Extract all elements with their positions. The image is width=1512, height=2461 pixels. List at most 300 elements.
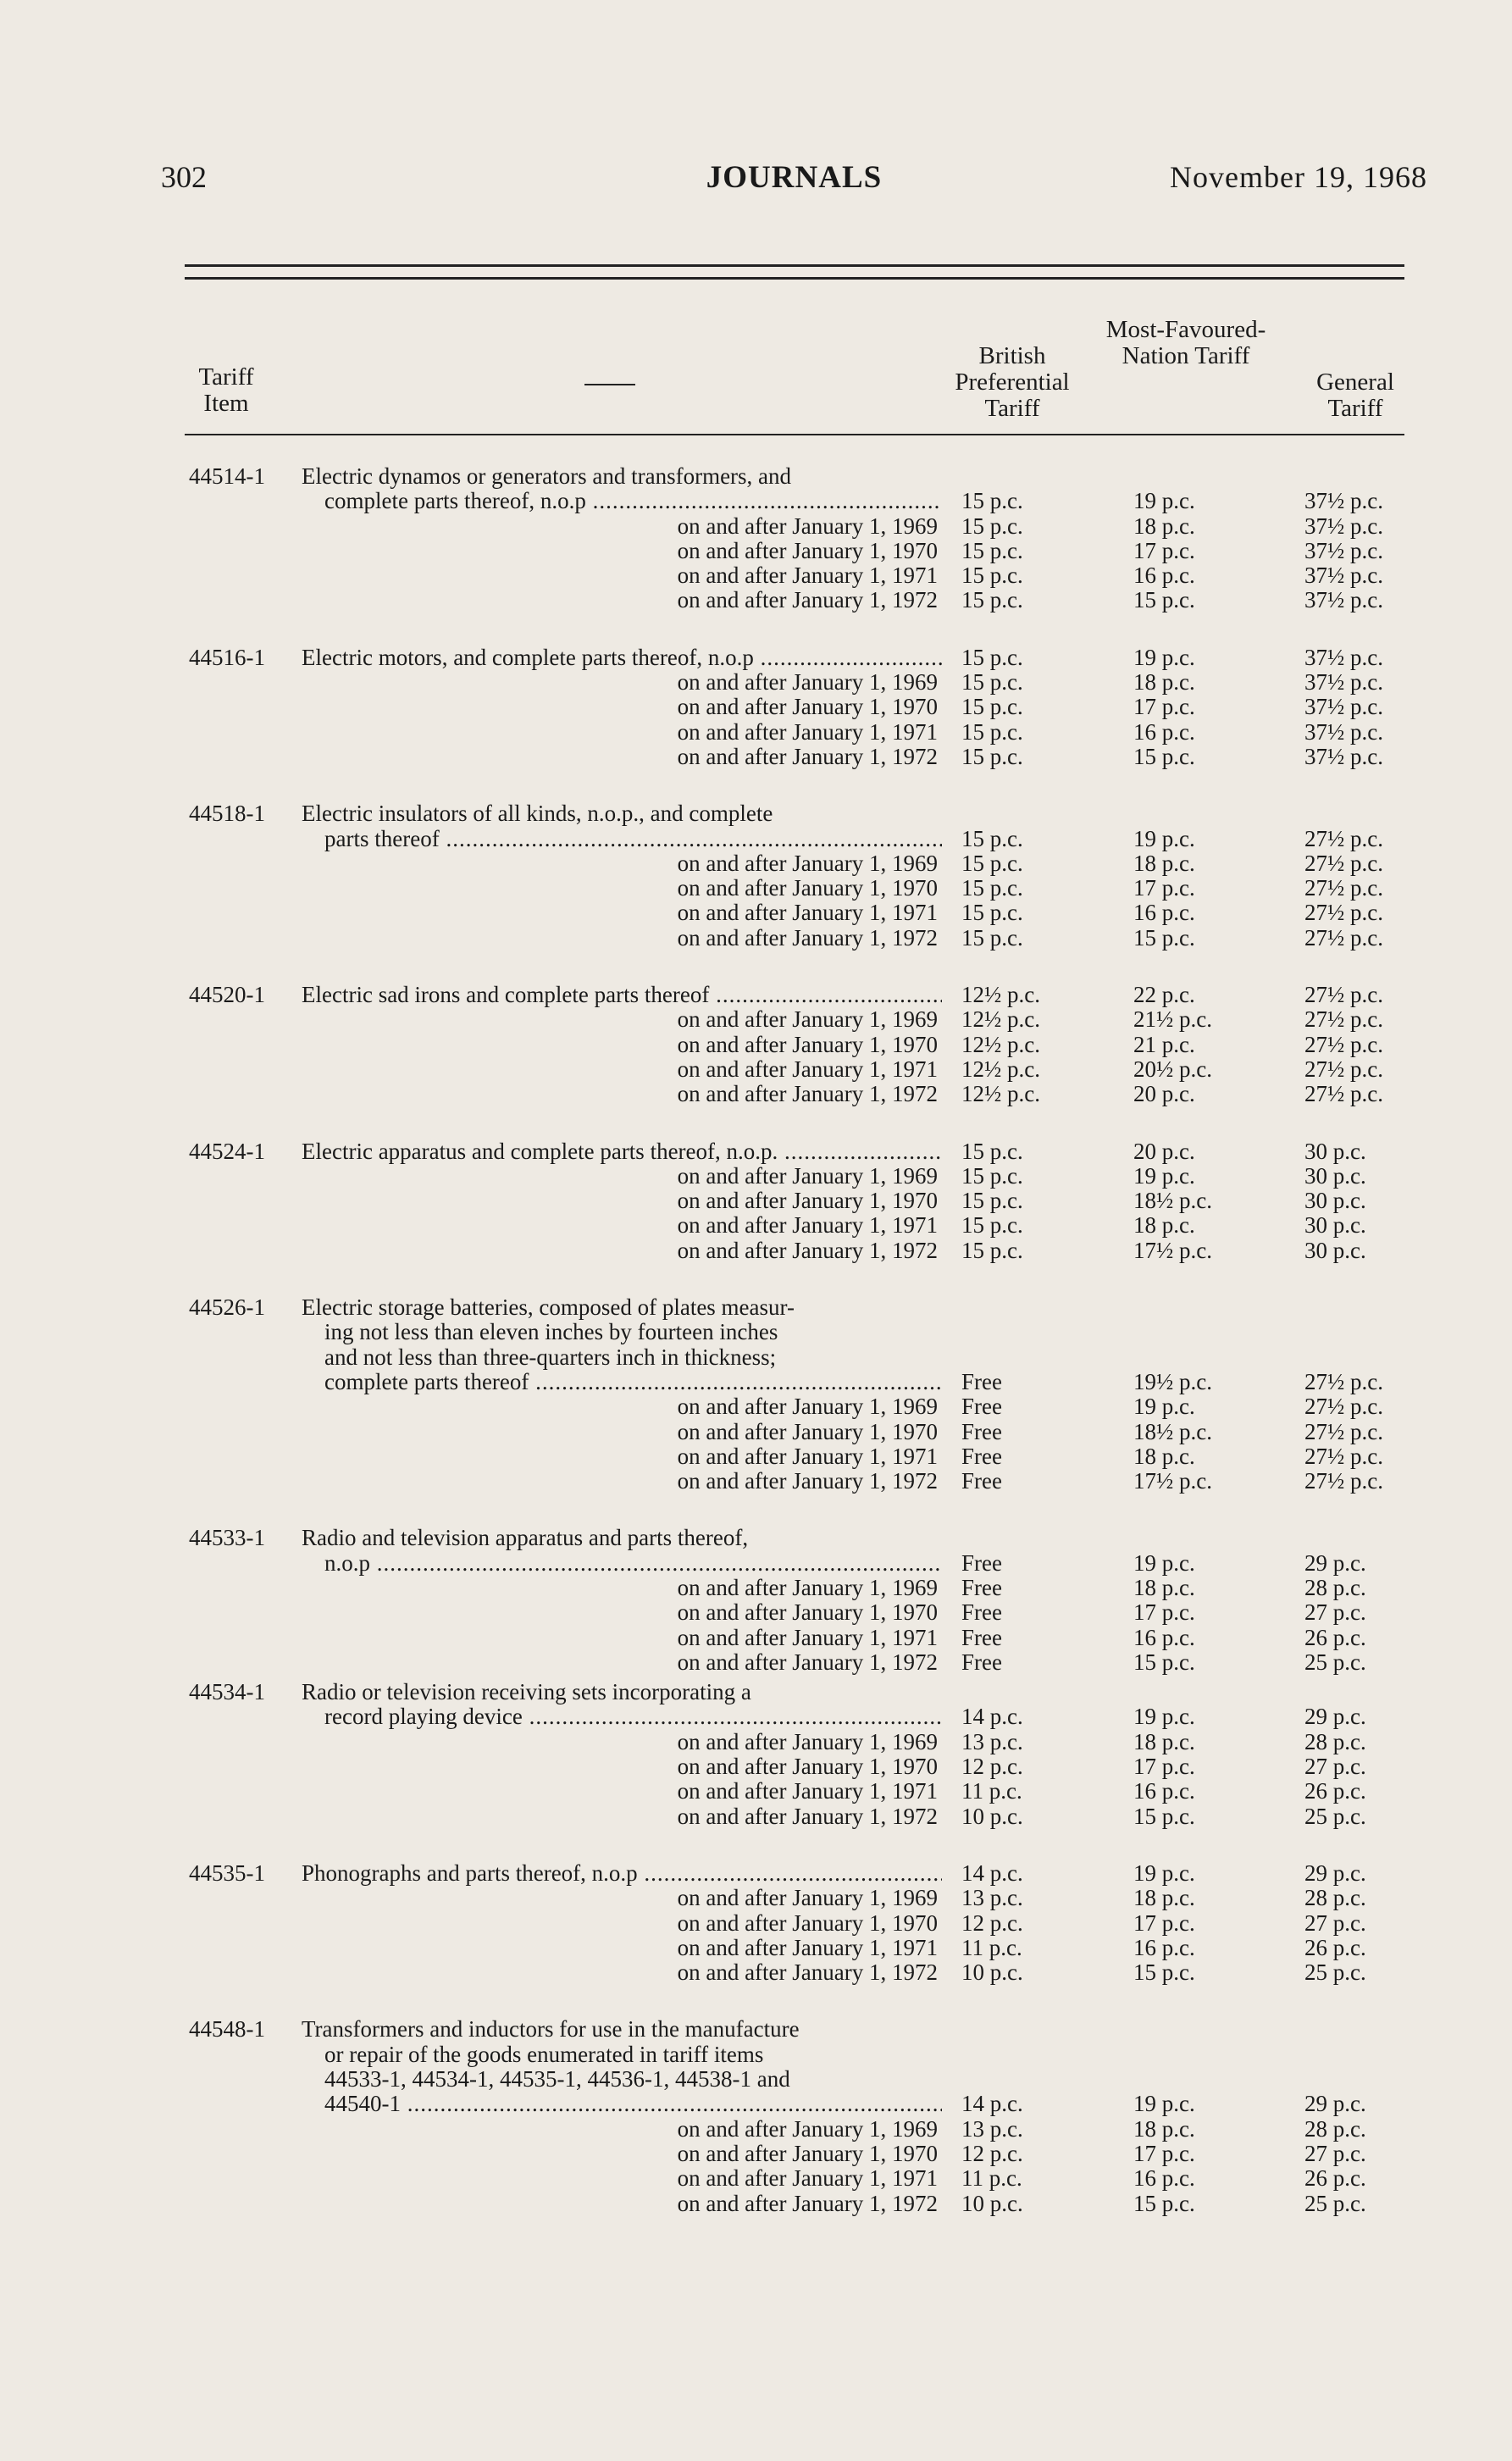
- rate-mfn: 18 p.c.: [1133, 1212, 1195, 1239]
- staged-rate-row: [0, 695, 1512, 719]
- rate-british: 12½ p.c.: [961, 1031, 1040, 1057]
- rate-general: 37½ p.c.: [1304, 488, 1383, 514]
- page-number: 302: [161, 160, 207, 194]
- rate-general: 30 p.c.: [1304, 1212, 1366, 1239]
- staged-rate-row: [0, 1082, 1512, 1106]
- rate-mfn: 17 p.c.: [1133, 694, 1195, 720]
- entry-lead-text: Phonographs and parts thereof, n.o.p .....: [302, 1861, 942, 1886]
- col-head-general: General Tariff: [1316, 369, 1394, 422]
- staged-rate-row: [0, 1936, 1512, 1960]
- entry-desc-row: [0, 1345, 1512, 1370]
- rate-general: 37½ p.c.: [1304, 743, 1383, 769]
- rate-british: 11 p.c.: [961, 1778, 1022, 1804]
- tariff-entry: [0, 801, 1512, 951]
- entry-lead-row: [0, 489, 1512, 513]
- rate-general: 28 p.c.: [1304, 2115, 1366, 2142]
- staged-rate-row: [0, 1057, 1512, 1082]
- entry-lead-text: complete parts thereof, n.o.p .....: [324, 489, 942, 513]
- tariff-code: 44534-1: [189, 1679, 265, 1705]
- tariff-code: 44526-1: [189, 1294, 265, 1321]
- rate-mfn: 17½ p.c.: [1133, 1237, 1212, 1263]
- effective-date: on and after January 1, 1969: [677, 2115, 938, 2142]
- effective-date: on and after January 1, 1971: [677, 1624, 938, 1650]
- rate-mfn: 16 p.c.: [1133, 1624, 1195, 1650]
- entry-desc-row: [0, 2043, 1512, 2067]
- rate-british: 15 p.c.: [961, 1212, 1023, 1239]
- rate-british: 15 p.c.: [961, 875, 1023, 901]
- rate-general: 26 p.c.: [1304, 1624, 1366, 1650]
- rate-mfn: 19 p.c.: [1133, 488, 1195, 514]
- entry-desc-row: [0, 1295, 1512, 1320]
- tariff-entry: [0, 983, 1512, 1106]
- rate-british: Free: [961, 1468, 1002, 1494]
- rate-general: 37½ p.c.: [1304, 513, 1383, 539]
- rate-mfn: 17 p.c.: [1133, 1754, 1195, 1780]
- rate-general: 27½ p.c.: [1304, 1006, 1383, 1033]
- rate-general: 27½ p.c.: [1304, 850, 1383, 876]
- effective-date: on and after January 1, 1972: [677, 2190, 938, 2216]
- rate-british: 10 p.c.: [961, 1959, 1023, 1986]
- entry-desc-row: [0, 2017, 1512, 2042]
- rate-mfn: 16 p.c.: [1133, 563, 1195, 589]
- staged-rate-row: [0, 1469, 1512, 1494]
- rate-british: Free: [961, 1418, 1002, 1444]
- rate-general: 27½ p.c.: [1304, 825, 1383, 851]
- rate-british: 14 p.c.: [961, 1860, 1023, 1886]
- rate-general: 25 p.c.: [1304, 1959, 1366, 1986]
- rate-british: Free: [961, 1549, 1002, 1576]
- staged-rate-row: [0, 588, 1512, 612]
- entry-lead-text: record playing device .....: [324, 1704, 942, 1729]
- rate-mfn: 18 p.c.: [1133, 1885, 1195, 1911]
- tariff-code: 44535-1: [189, 1860, 265, 1886]
- effective-date: on and after January 1, 1970: [677, 2140, 938, 2166]
- effective-date: on and after January 1, 1970: [677, 875, 938, 901]
- rate-british: 15 p.c.: [961, 825, 1023, 851]
- rate-general: 37½ p.c.: [1304, 669, 1383, 696]
- staged-rate-row: [0, 720, 1512, 745]
- rate-british: 12½ p.c.: [961, 1081, 1040, 1107]
- effective-date: on and after January 1, 1969: [677, 1885, 938, 1911]
- rate-general: 25 p.c.: [1304, 2190, 1366, 2216]
- effective-date: on and after January 1, 1969: [677, 1006, 938, 1033]
- rate-general: 30 p.c.: [1304, 1237, 1366, 1263]
- rate-general: 27½ p.c.: [1304, 1443, 1383, 1469]
- rate-mfn: 15 p.c.: [1133, 1803, 1195, 1829]
- rate-british: 15 p.c.: [961, 743, 1023, 769]
- rate-general: 27½ p.c.: [1304, 900, 1383, 926]
- rate-british: 15 p.c.: [961, 587, 1023, 613]
- entry-lead-row: [0, 1704, 1512, 1729]
- rate-british: 10 p.c.: [961, 1803, 1023, 1829]
- rate-mfn: 20 p.c.: [1133, 1081, 1195, 1107]
- effective-date: on and after January 1, 1972: [677, 1081, 938, 1107]
- rate-general: 27 p.c.: [1304, 1599, 1366, 1626]
- col-head-dash: [584, 384, 635, 385]
- tariff-entry: [0, 1680, 1512, 1829]
- rate-general: 26 p.c.: [1304, 1778, 1366, 1804]
- tariff-entry: [0, 1295, 1512, 1494]
- entry-lead-text: complete parts thereof .....: [324, 1370, 942, 1394]
- rate-british: 15 p.c.: [961, 488, 1023, 514]
- effective-date: on and after January 1, 1969: [677, 1574, 938, 1600]
- entry-description: Electric storage batteries, composed of plates measur-: [302, 1294, 795, 1321]
- entry-description: or repair of the goods enumerated in tariff items: [324, 2041, 764, 2067]
- rate-general: 27½ p.c.: [1304, 1418, 1383, 1444]
- tariff-code: 44514-1: [189, 463, 265, 489]
- entry-description: and not less than three-quarters inch in thickness;: [324, 1344, 777, 1370]
- rate-mfn: 18½ p.c.: [1133, 1418, 1212, 1444]
- rate-british: 14 p.c.: [961, 1704, 1023, 1730]
- rate-general: 37½ p.c.: [1304, 587, 1383, 613]
- rate-general: 27 p.c.: [1304, 1754, 1366, 1780]
- entry-description: 44533-1, 44534-1, 44535-1, 44536-1, 44538-1 and: [324, 2066, 790, 2092]
- staged-rate-row: [0, 1626, 1512, 1650]
- rate-british: Free: [961, 1394, 1002, 1420]
- staged-rate-row: [0, 1420, 1512, 1444]
- staged-rate-row: [0, 1189, 1512, 1213]
- effective-date: on and after January 1, 1972: [677, 743, 938, 769]
- staged-rate-row: [0, 1754, 1512, 1779]
- rate-general: 26 p.c.: [1304, 1934, 1366, 1960]
- rate-general: 28 p.c.: [1304, 1728, 1366, 1754]
- rate-british: 12½ p.c.: [961, 1056, 1040, 1082]
- staged-rate-row: [0, 1804, 1512, 1829]
- staged-rate-row: [0, 851, 1512, 876]
- rate-mfn: 18 p.c.: [1133, 669, 1195, 696]
- rate-british: 14 p.c.: [961, 2091, 1023, 2117]
- rate-british: 15 p.c.: [961, 644, 1023, 670]
- entry-lead-text: parts thereof .....: [324, 827, 942, 851]
- tariff-code: 44533-1: [189, 1525, 265, 1551]
- entry-desc-row: [0, 464, 1512, 489]
- rate-general: 30 p.c.: [1304, 1188, 1366, 1214]
- rate-british: 15 p.c.: [961, 694, 1023, 720]
- entry-lead-text: Electric motors, and complete parts thereof, n.o.p .....: [302, 646, 942, 670]
- rate-general: 27½ p.c.: [1304, 1056, 1383, 1082]
- rate-general: 29 p.c.: [1304, 2091, 1366, 2117]
- effective-date: on and after January 1, 1969: [677, 1728, 938, 1754]
- rate-mfn: 15 p.c.: [1133, 924, 1195, 951]
- effective-date: on and after January 1, 1970: [677, 1031, 938, 1057]
- tariff-code: 44548-1: [189, 2016, 265, 2043]
- rate-mfn: 17 p.c.: [1133, 2140, 1195, 2166]
- staged-rate-row: [0, 563, 1512, 588]
- staged-rate-row: [0, 1911, 1512, 1936]
- rate-british: 12½ p.c.: [961, 1006, 1040, 1033]
- rate-mfn: 17 p.c.: [1133, 875, 1195, 901]
- rate-mfn: 18 p.c.: [1133, 1728, 1195, 1754]
- rate-general: 30 p.c.: [1304, 1162, 1366, 1189]
- rate-british: 15 p.c.: [961, 1237, 1023, 1263]
- effective-date: on and after January 1, 1971: [677, 1778, 938, 1804]
- page-date: November 19, 1968: [1170, 160, 1427, 194]
- effective-date: on and after January 1, 1969: [677, 1162, 938, 1189]
- effective-date: on and after January 1, 1969: [677, 513, 938, 539]
- rate-general: 27 p.c.: [1304, 1909, 1366, 1936]
- rate-british: 11 p.c.: [961, 2165, 1022, 2192]
- staged-rate-row: [0, 1444, 1512, 1469]
- rate-mfn: 19 p.c.: [1133, 2091, 1195, 2117]
- staged-rate-row: [0, 2192, 1512, 2216]
- entry-description: Electric dynamos or generators and transformers, and: [302, 463, 792, 489]
- entry-desc-row: [0, 1320, 1512, 1344]
- entry-lead-row: [0, 2092, 1512, 2116]
- effective-date: on and after January 1, 1970: [677, 1418, 938, 1444]
- rate-general: 37½ p.c.: [1304, 694, 1383, 720]
- rate-mfn: 16 p.c.: [1133, 1778, 1195, 1804]
- rate-british: Free: [961, 1624, 1002, 1650]
- entry-lead-row: [0, 1861, 1512, 1886]
- staged-rate-row: [0, 1960, 1512, 1985]
- effective-date: on and after January 1, 1972: [677, 924, 938, 951]
- rate-mfn: 15 p.c.: [1133, 2190, 1195, 2216]
- rate-general: 29 p.c.: [1304, 1860, 1366, 1886]
- effective-date: on and after January 1, 1972: [677, 1959, 938, 1986]
- staged-rate-row: [0, 1394, 1512, 1419]
- rate-general: 27½ p.c.: [1304, 1468, 1383, 1494]
- effective-date: on and after January 1, 1972: [677, 1649, 938, 1675]
- entry-lead-row: [0, 1551, 1512, 1576]
- rate-british: 15 p.c.: [961, 850, 1023, 876]
- rate-mfn: 19 p.c.: [1133, 644, 1195, 670]
- effective-date: on and after January 1, 1971: [677, 1443, 938, 1469]
- entry-description: ing not less than eleven inches by fourteen inches: [324, 1319, 778, 1345]
- rate-british: 12½ p.c.: [961, 982, 1040, 1008]
- rate-general: 29 p.c.: [1304, 1704, 1366, 1730]
- rate-mfn: 15 p.c.: [1133, 743, 1195, 769]
- staged-rate-row: [0, 1164, 1512, 1189]
- tariff-code: 44516-1: [189, 644, 265, 670]
- rate-general: 37½ p.c.: [1304, 537, 1383, 563]
- effective-date: on and after January 1, 1971: [677, 900, 938, 926]
- rate-general: 30 p.c.: [1304, 1138, 1366, 1164]
- rate-general: 26 p.c.: [1304, 2165, 1366, 2192]
- rate-mfn: 21 p.c.: [1133, 1031, 1195, 1057]
- rate-british: Free: [961, 1649, 1002, 1675]
- rate-general: 25 p.c.: [1304, 1649, 1366, 1675]
- rate-mfn: 19 p.c.: [1133, 1162, 1195, 1189]
- staged-rate-row: [0, 1213, 1512, 1238]
- rate-british: 15 p.c.: [961, 1188, 1023, 1214]
- tariff-table: [0, 464, 1512, 2248]
- rate-mfn: 15 p.c.: [1133, 1959, 1195, 1986]
- rate-mfn: 20½ p.c.: [1133, 1056, 1212, 1082]
- rate-mfn: 16 p.c.: [1133, 1934, 1195, 1960]
- rate-mfn: 17½ p.c.: [1133, 1468, 1212, 1494]
- effective-date: on and after January 1, 1969: [677, 850, 938, 876]
- rate-mfn: 16 p.c.: [1133, 2165, 1195, 2192]
- rate-british: Free: [961, 1574, 1002, 1600]
- effective-date: on and after January 1, 1970: [677, 537, 938, 563]
- effective-date: on and after January 1, 1971: [677, 1212, 938, 1239]
- rate-general: 27½ p.c.: [1304, 1368, 1383, 1394]
- staged-rate-row: [0, 1007, 1512, 1032]
- rate-general: 27½ p.c.: [1304, 1394, 1383, 1420]
- rate-general: 37½ p.c.: [1304, 563, 1383, 589]
- entry-lead-row: [0, 827, 1512, 851]
- tariff-code: 44518-1: [189, 801, 265, 827]
- rate-mfn: 19½ p.c.: [1133, 1368, 1212, 1394]
- rate-british: 15 p.c.: [961, 563, 1023, 589]
- entry-description: Transformers and inductors for use in the manufacture: [302, 2016, 800, 2043]
- rate-mfn: 22 p.c.: [1133, 982, 1195, 1008]
- rate-mfn: 21½ p.c.: [1133, 1006, 1212, 1033]
- rate-british: Free: [961, 1599, 1002, 1626]
- staged-rate-row: [0, 2117, 1512, 2142]
- rate-general: 27½ p.c.: [1304, 1031, 1383, 1057]
- rate-british: Free: [961, 1443, 1002, 1469]
- col-head-mfn: Most-Favoured-Nation Tariff: [1105, 316, 1266, 369]
- staged-rate-row: [0, 901, 1512, 925]
- entry-lead-text: n.o.p .....: [324, 1551, 942, 1576]
- staged-rate-row: [0, 1576, 1512, 1600]
- rate-general: 27½ p.c.: [1304, 924, 1383, 951]
- entry-lead-text: 44540-1 .....: [324, 2092, 942, 2116]
- rate-british: 15 p.c.: [961, 718, 1023, 745]
- tariff-entry: [0, 1861, 1512, 1985]
- effective-date: on and after January 1, 1972: [677, 587, 938, 613]
- rate-british: 15 p.c.: [961, 900, 1023, 926]
- rate-general: 29 p.c.: [1304, 1549, 1366, 1576]
- effective-date: on and after January 1, 1970: [677, 1754, 938, 1780]
- entry-lead-text: Electric sad irons and complete parts thereof .....: [302, 983, 942, 1007]
- staged-rate-row: [0, 670, 1512, 695]
- entry-lead-row: [0, 646, 1512, 670]
- staged-rate-row: [0, 2166, 1512, 2191]
- rate-mfn: 18 p.c.: [1133, 850, 1195, 876]
- entry-description: Electric insulators of all kinds, n.o.p., and complete: [302, 801, 773, 827]
- rate-general: 28 p.c.: [1304, 1885, 1366, 1911]
- col-head-british: British Preferential Tariff: [955, 342, 1070, 422]
- tariff-entry: [0, 1526, 1512, 1675]
- rate-british: 15 p.c.: [961, 669, 1023, 696]
- rate-mfn: 19 p.c.: [1133, 1394, 1195, 1420]
- effective-date: on and after January 1, 1970: [677, 1188, 938, 1214]
- rate-general: 37½ p.c.: [1304, 718, 1383, 745]
- tariff-entry: [0, 1139, 1512, 1263]
- rate-british: 13 p.c.: [961, 2115, 1023, 2142]
- entry-lead-row: [0, 983, 1512, 1007]
- rate-british: 15 p.c.: [961, 924, 1023, 951]
- rate-mfn: 18 p.c.: [1133, 1574, 1195, 1600]
- effective-date: on and after January 1, 1970: [677, 1909, 938, 1936]
- effective-date: on and after January 1, 1969: [677, 669, 938, 696]
- staged-rate-row: [0, 1033, 1512, 1057]
- effective-date: on and after January 1, 1972: [677, 1468, 938, 1494]
- journal-title: JOURNALS: [706, 160, 883, 195]
- rate-mfn: 16 p.c.: [1133, 718, 1195, 745]
- tariff-code: 44520-1: [189, 982, 265, 1008]
- rate-mfn: 19 p.c.: [1133, 1704, 1195, 1730]
- entry-desc-row: [0, 1526, 1512, 1550]
- rate-british: 10 p.c.: [961, 2190, 1023, 2216]
- effective-date: on and after January 1, 1971: [677, 563, 938, 589]
- entry-desc-row: [0, 1680, 1512, 1704]
- rate-british: Free: [961, 1368, 1002, 1394]
- rate-british: 12 p.c.: [961, 1754, 1023, 1780]
- entry-desc-row: [0, 801, 1512, 826]
- staged-rate-row: [0, 1650, 1512, 1675]
- rate-british: 11 p.c.: [961, 1934, 1022, 1960]
- rate-british: 15 p.c.: [961, 1162, 1023, 1189]
- rate-mfn: 19 p.c.: [1133, 825, 1195, 851]
- tariff-entry: [0, 646, 1512, 769]
- staged-rate-row: [0, 876, 1512, 901]
- rate-mfn: 19 p.c.: [1133, 1860, 1195, 1886]
- effective-date: on and after January 1, 1971: [677, 1056, 938, 1082]
- entry-desc-row: [0, 2067, 1512, 2092]
- staged-rate-row: [0, 926, 1512, 951]
- rate-mfn: 19 p.c.: [1133, 1549, 1195, 1576]
- staged-rate-row: [0, 1600, 1512, 1625]
- entry-description: Radio or television receiving sets incorporating a: [302, 1679, 751, 1705]
- rate-british: 15 p.c.: [961, 537, 1023, 563]
- staged-rate-row: [0, 1730, 1512, 1754]
- rate-general: 27½ p.c.: [1304, 875, 1383, 901]
- rate-general: 28 p.c.: [1304, 1574, 1366, 1600]
- staged-rate-row: [0, 1239, 1512, 1263]
- rate-mfn: 17 p.c.: [1133, 1599, 1195, 1626]
- rate-general: 27½ p.c.: [1304, 1081, 1383, 1107]
- rate-mfn: 18½ p.c.: [1133, 1188, 1212, 1214]
- effective-date: on and after January 1, 1969: [677, 1394, 938, 1420]
- rate-mfn: 16 p.c.: [1133, 900, 1195, 926]
- effective-date: on and after January 1, 1972: [677, 1237, 938, 1263]
- effective-date: on and after January 1, 1971: [677, 1934, 938, 1960]
- tariff-entry: [0, 464, 1512, 613]
- col-head-item: Tariff Item: [198, 363, 254, 417]
- rate-mfn: 17 p.c.: [1133, 1909, 1195, 1936]
- effective-date: on and after January 1, 1971: [677, 718, 938, 745]
- effective-date: on and after January 1, 1971: [677, 2165, 938, 2192]
- staged-rate-row: [0, 539, 1512, 563]
- rate-mfn: 20 p.c.: [1133, 1138, 1195, 1164]
- rate-general: 37½ p.c.: [1304, 644, 1383, 670]
- rate-mfn: 15 p.c.: [1133, 1649, 1195, 1675]
- rate-mfn: 18 p.c.: [1133, 2115, 1195, 2142]
- rate-mfn: 15 p.c.: [1133, 587, 1195, 613]
- double-rule: [185, 264, 1404, 280]
- header-rule: [185, 434, 1404, 435]
- rate-british: 15 p.c.: [961, 513, 1023, 539]
- staged-rate-row: [0, 514, 1512, 539]
- staged-rate-row: [0, 1886, 1512, 1910]
- rate-general: 27 p.c.: [1304, 2140, 1366, 2166]
- effective-date: on and after January 1, 1970: [677, 694, 938, 720]
- entry-description: Radio and television apparatus and parts thereof,: [302, 1525, 749, 1551]
- page-header: [161, 159, 1427, 202]
- rate-general: 25 p.c.: [1304, 1803, 1366, 1829]
- rate-british: 12 p.c.: [961, 1909, 1023, 1936]
- tariff-entry: [0, 2017, 1512, 2215]
- rate-mfn: 18 p.c.: [1133, 1443, 1195, 1469]
- staged-rate-row: [0, 1779, 1512, 1804]
- staged-rate-row: [0, 745, 1512, 769]
- entry-lead-row: [0, 1139, 1512, 1164]
- entry-lead-row: [0, 1370, 1512, 1394]
- rate-mfn: 18 p.c.: [1133, 513, 1195, 539]
- effective-date: on and after January 1, 1972: [677, 1803, 938, 1829]
- entry-lead-text: Electric apparatus and complete parts thereof, n.o.p. .....: [302, 1139, 942, 1164]
- tariff-code: 44524-1: [189, 1138, 265, 1164]
- rate-british: 13 p.c.: [961, 1728, 1023, 1754]
- rate-mfn: 17 p.c.: [1133, 537, 1195, 563]
- rate-british: 15 p.c.: [961, 1138, 1023, 1164]
- effective-date: on and after January 1, 1970: [677, 1599, 938, 1626]
- rate-general: 27½ p.c.: [1304, 982, 1383, 1008]
- rate-british: 13 p.c.: [961, 1885, 1023, 1911]
